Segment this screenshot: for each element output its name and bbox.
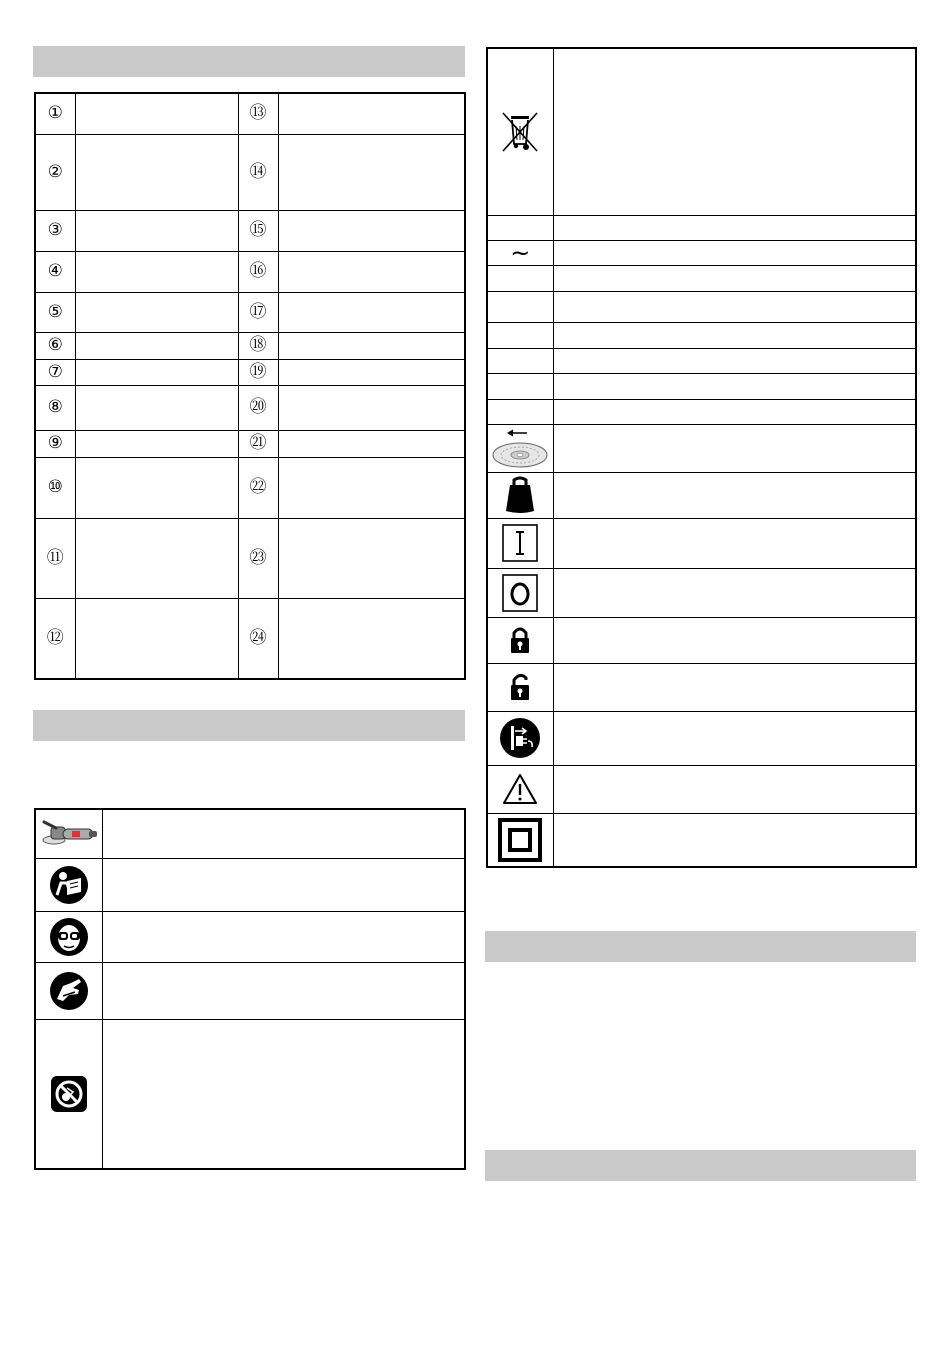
part-name-cell — [75, 430, 238, 457]
description-cell — [553, 215, 916, 240]
description-cell — [553, 518, 916, 568]
symbol-cell — [487, 373, 553, 399]
table-row — [487, 617, 916, 663]
symbol-cell — [487, 215, 553, 240]
symbol-cell — [487, 617, 553, 663]
part-name-cell — [278, 359, 465, 385]
no-damaged-disc-icon — [50, 1075, 88, 1113]
part-number: ⑫ — [35, 598, 75, 679]
table-row — [35, 911, 465, 962]
description-cell — [102, 1019, 465, 1169]
table-row — [487, 265, 916, 291]
description-cell — [553, 568, 916, 617]
part-name-cell — [75, 457, 238, 518]
description-cell — [553, 663, 916, 711]
part-name-cell — [75, 359, 238, 385]
part-number: ㉔ — [238, 598, 278, 679]
parts-list-table — [34, 92, 466, 680]
description-cell — [553, 373, 916, 399]
part-number: ㉑ — [238, 430, 278, 457]
description-cell — [553, 48, 916, 215]
table-row — [35, 385, 465, 430]
class-ii-icon — [498, 818, 542, 862]
description-cell — [553, 424, 916, 472]
table-row — [35, 598, 465, 679]
gloves-icon — [49, 971, 89, 1011]
part-number: ⑱ — [238, 332, 278, 359]
part-number: ⑰ — [238, 292, 278, 332]
symbol-cell — [35, 809, 102, 858]
table-row — [487, 424, 916, 472]
table-row — [35, 430, 465, 457]
table-row — [487, 240, 916, 265]
symbol-cell — [487, 568, 553, 617]
symbol-cell — [487, 765, 553, 813]
part-number: ⑮ — [238, 210, 278, 251]
read-manual-icon — [49, 865, 89, 905]
section-header-bar — [33, 710, 465, 741]
symbol-cell — [487, 424, 553, 472]
table-row — [487, 215, 916, 240]
part-name-cell — [75, 518, 238, 598]
symbol-cell — [487, 663, 553, 711]
table-row — [487, 291, 916, 322]
part-number: ② — [35, 134, 75, 210]
table-row — [35, 359, 465, 385]
table-row — [487, 322, 916, 348]
description-cell — [553, 348, 916, 373]
symbol-cell — [35, 962, 102, 1019]
part-name-cell — [278, 598, 465, 679]
symbol-cell — [35, 911, 102, 962]
description-cell — [102, 911, 465, 962]
warning-triangle-icon — [502, 773, 538, 805]
table-row — [35, 1019, 465, 1169]
part-number: ⑳ — [238, 385, 278, 430]
lock-icon — [509, 625, 531, 655]
description-cell — [553, 711, 916, 765]
part-name-cell — [278, 430, 465, 457]
safety-symbols-table — [34, 808, 466, 1170]
part-name-cell — [75, 210, 238, 251]
part-number: ④ — [35, 251, 75, 292]
symbol-cell — [487, 291, 553, 322]
part-number: ⑥ — [35, 332, 75, 359]
table-row — [35, 332, 465, 359]
symbol-cell — [487, 348, 553, 373]
description-cell — [553, 813, 916, 867]
part-name-cell — [278, 292, 465, 332]
part-number: ⑩ — [35, 457, 75, 518]
table-row — [487, 813, 916, 867]
part-name-cell — [278, 134, 465, 210]
symbol-cell — [487, 265, 553, 291]
symbol-cell — [487, 399, 553, 424]
part-name-cell — [75, 332, 238, 359]
part-name-cell — [278, 251, 465, 292]
part-number: ⑧ — [35, 385, 75, 430]
description-cell — [102, 809, 465, 858]
part-name-cell — [278, 518, 465, 598]
table-row — [35, 210, 465, 251]
symbol-cell — [487, 48, 553, 215]
part-number: ㉒ — [238, 457, 278, 518]
part-name-cell — [278, 210, 465, 251]
table-row — [35, 251, 465, 292]
part-number: ⑤ — [35, 292, 75, 332]
table-row — [487, 373, 916, 399]
part-number: ⑲ — [238, 359, 278, 385]
description-cell — [553, 472, 916, 518]
table-row — [487, 663, 916, 711]
part-number: ⑭ — [238, 134, 278, 210]
part-name-cell — [75, 251, 238, 292]
part-name-cell — [278, 332, 465, 359]
table-row — [35, 518, 465, 598]
table-row — [487, 48, 916, 215]
part-number: ⑯ — [238, 251, 278, 292]
description-cell — [102, 858, 465, 911]
symbol-cell — [487, 711, 553, 765]
table-row — [35, 858, 465, 911]
ac-symbol: ~ — [487, 240, 553, 265]
crossed-bin-icon — [500, 110, 540, 154]
switch-on-icon — [502, 524, 538, 562]
table-row — [35, 809, 465, 858]
part-number: ⑦ — [35, 359, 75, 385]
symbol-cell — [487, 518, 553, 568]
part-name-cell — [278, 457, 465, 518]
eye-protection-icon — [49, 917, 89, 957]
description-cell — [553, 240, 916, 265]
part-name-cell — [75, 93, 238, 134]
part-number: ㉓ — [238, 518, 278, 598]
symbol-cell — [487, 813, 553, 867]
part-name-cell — [75, 292, 238, 332]
part-name-cell — [278, 385, 465, 430]
table-row — [35, 292, 465, 332]
part-number: ⑪ — [35, 518, 75, 598]
table-row — [35, 93, 465, 134]
description-cell — [553, 399, 916, 424]
description-cell — [553, 265, 916, 291]
description-cell — [553, 322, 916, 348]
description-cell — [553, 291, 916, 322]
part-number: ⑬ — [238, 93, 278, 134]
description-cell — [102, 962, 465, 1019]
rating-symbols-table — [486, 47, 917, 868]
table-row — [487, 711, 916, 765]
table-row — [35, 962, 465, 1019]
part-number: ⑨ — [35, 430, 75, 457]
table-row — [487, 472, 916, 518]
description-cell — [553, 617, 916, 663]
angle-grinder-icon — [39, 814, 99, 854]
table-row — [487, 348, 916, 373]
symbol-cell — [35, 1019, 102, 1169]
table-row — [487, 765, 916, 813]
description-cell — [553, 765, 916, 813]
part-name-cell — [75, 598, 238, 679]
unlock-icon — [509, 672, 531, 702]
weight-icon — [504, 475, 536, 515]
table-row — [487, 518, 916, 568]
part-number: ③ — [35, 210, 75, 251]
part-name-cell — [75, 385, 238, 430]
table-row — [487, 568, 916, 617]
unplug-icon — [499, 717, 541, 759]
symbol-cell — [487, 472, 553, 518]
table-row — [35, 457, 465, 518]
part-name-cell — [278, 93, 465, 134]
section-header-bar — [485, 931, 916, 962]
rotation-direction-icon — [491, 427, 549, 469]
symbol-cell — [35, 858, 102, 911]
table-row — [487, 399, 916, 424]
table-row — [35, 134, 465, 210]
symbol-cell — [487, 322, 553, 348]
section-header-bar — [485, 1150, 916, 1181]
section-header-bar — [33, 46, 465, 77]
part-name-cell — [75, 134, 238, 210]
part-number: ① — [35, 93, 75, 134]
switch-off-icon — [502, 574, 538, 612]
